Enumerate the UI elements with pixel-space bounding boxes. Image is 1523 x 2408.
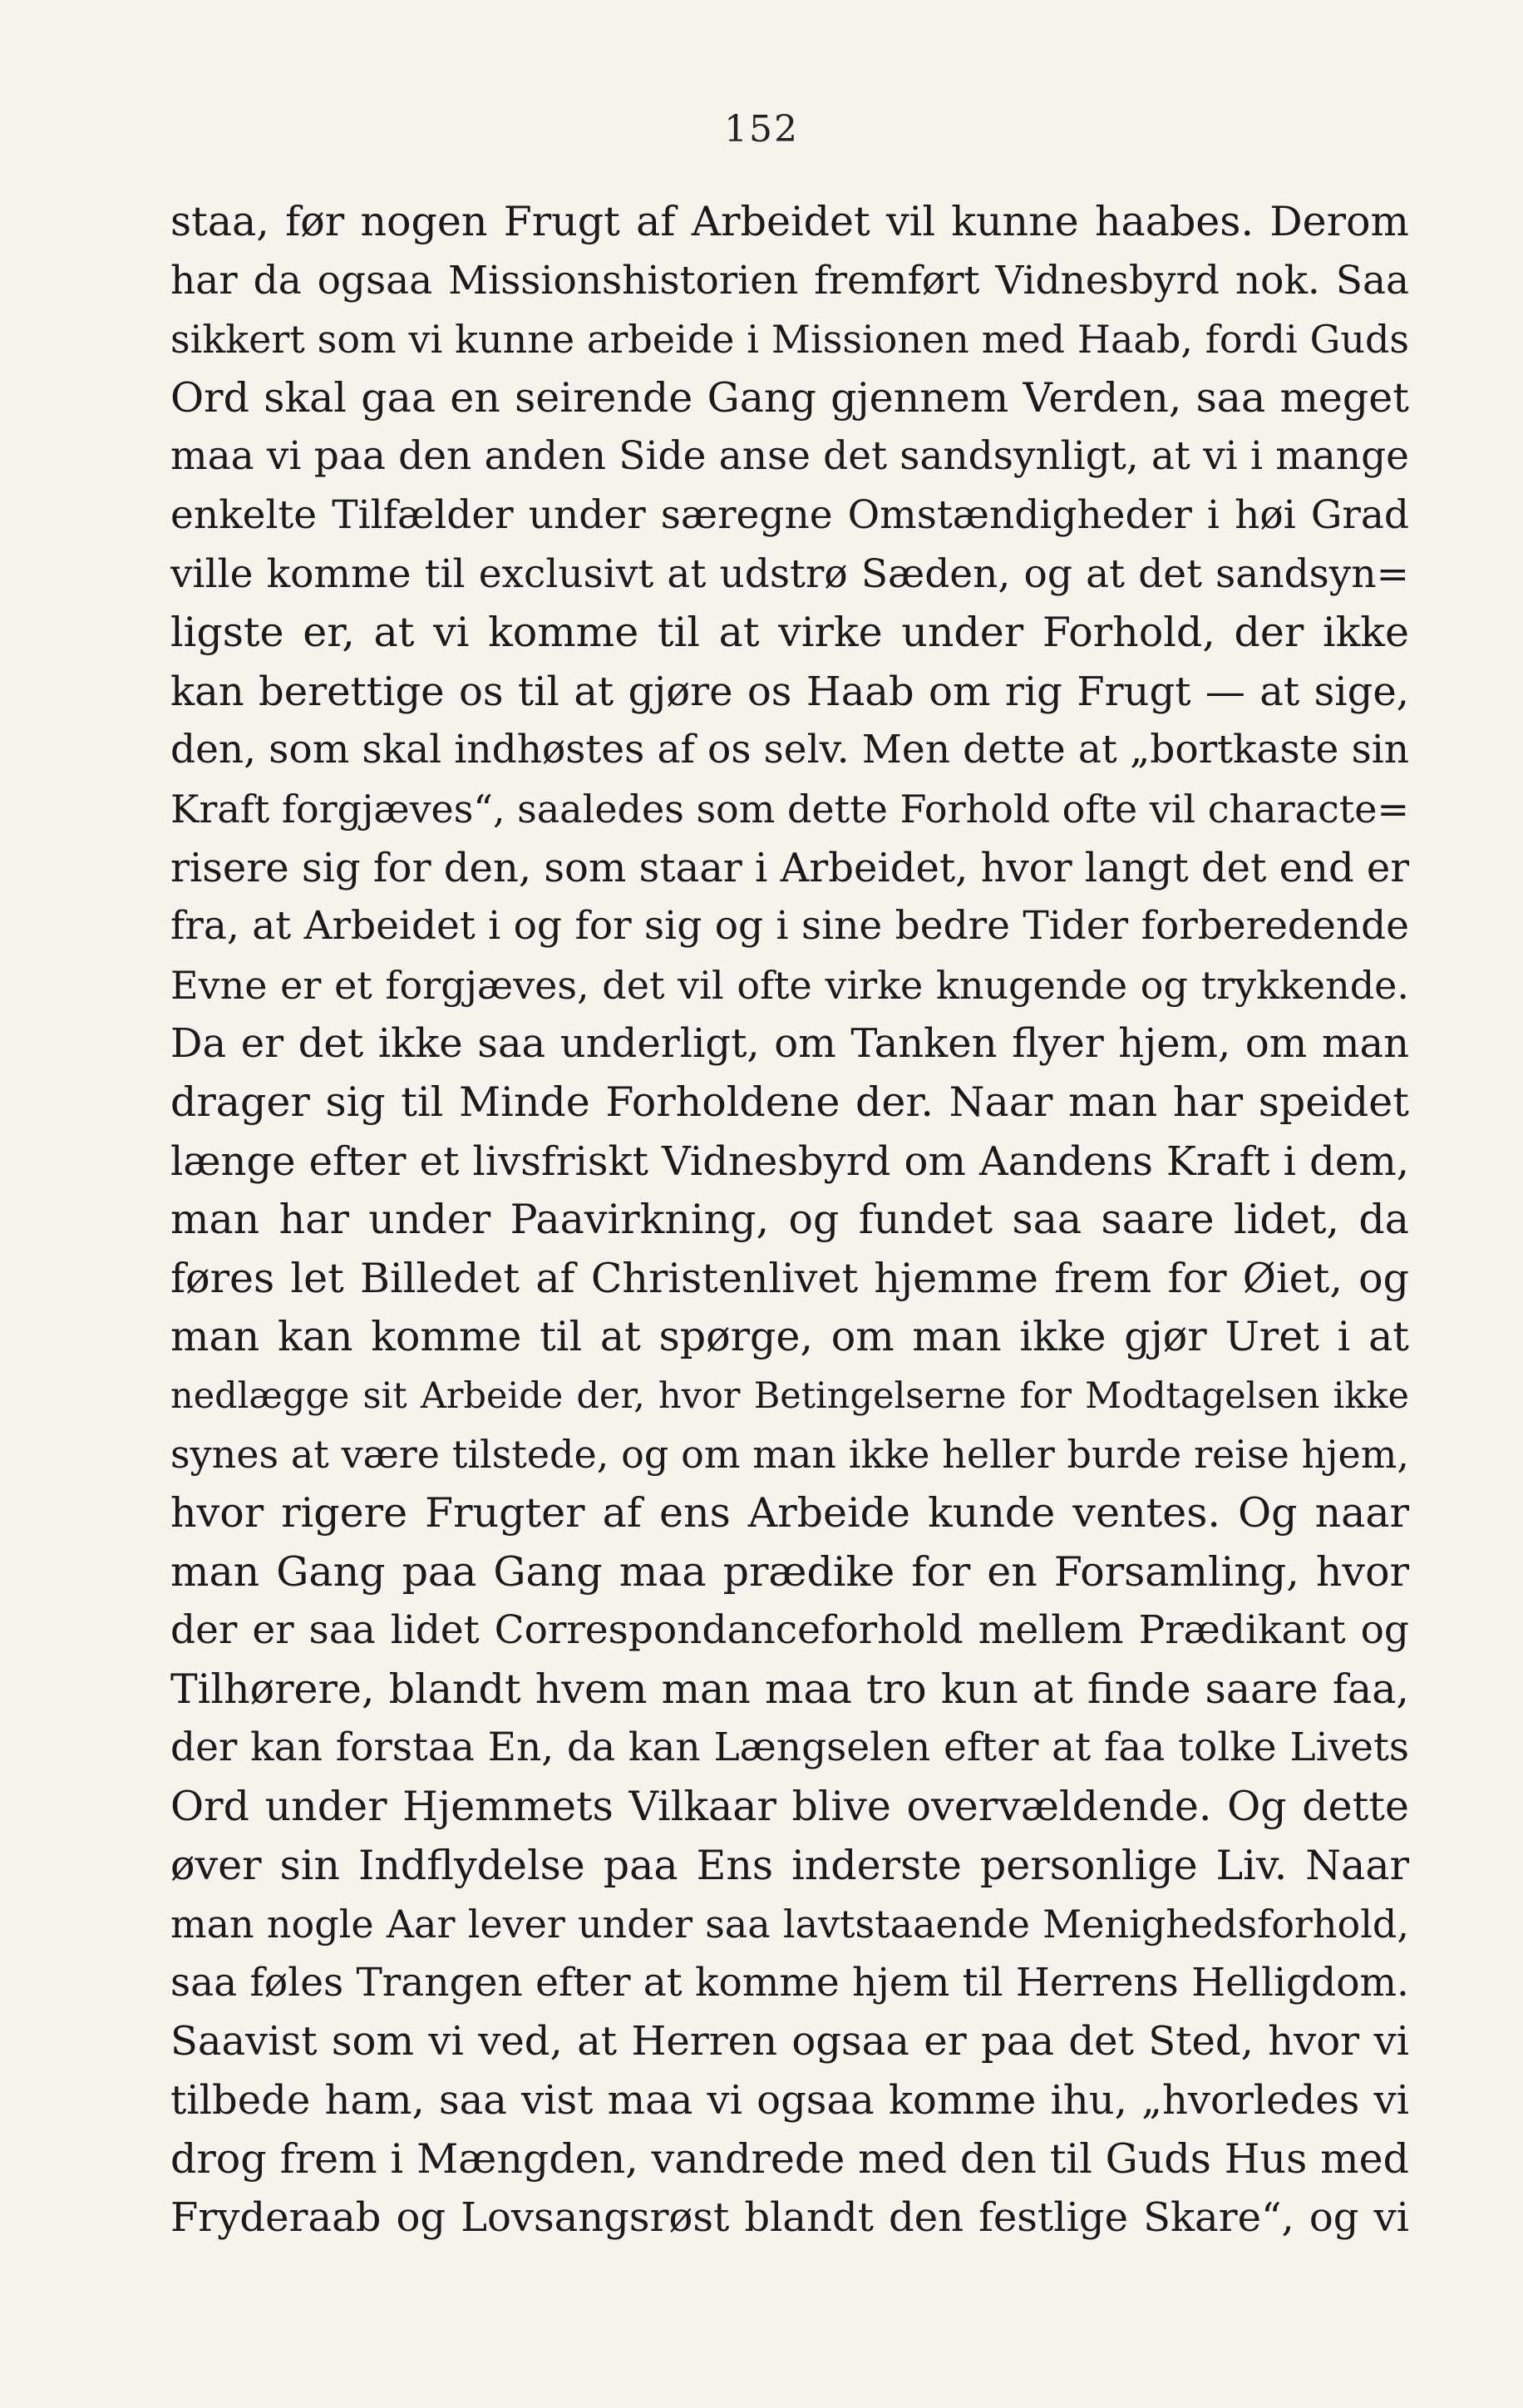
text-line: hvor rigere Frugter af ens Arbeide kunde ventes. Og naar (170, 1489, 1409, 1537)
text-line: Ord skal gaa en seirende Gang gjennem Verden, saa meget (170, 373, 1409, 422)
text-line: man har under Paavirkning, og fundet saa saare lidet, da (170, 1196, 1409, 1244)
text-line: man nogle Aar lever under saa lavtstaaende Menighedsforhold, (170, 1902, 1409, 1947)
text-line: der er saa lidet Correspondanceforhold mellem Prædikant og (170, 1607, 1409, 1654)
text-line: Tilhørere, blandt hvem man maa tro kun at finde saare faa, (170, 1665, 1409, 1713)
text-line: saa føles Trangen efter at komme hjem til Herrens Helligdom. (170, 1959, 1409, 2006)
text-line: Fryderaab og Lovsangsrøst blandt den festlige Skare“, og vi (170, 2194, 1409, 2242)
text-line: Ord under Hjemmets Vilkaar blive overvældende. Og dette (170, 1783, 1409, 1831)
text-line: sikkert som vi kunne arbeide i Missionen med Haab, fordi Guds (170, 317, 1409, 363)
text-line: synes at være tilstede, og om man ikke heller burde reise hjem, (170, 1432, 1409, 1478)
page-number: 152 (724, 108, 799, 150)
text-line: tilbede ham, saa vist maa vi ogsaa komme ihu, „hvorledes vi (170, 2077, 1409, 2124)
text-line: man Gang paa Gang maa prædike for en Forsamling, hvor (170, 1547, 1409, 1596)
text-line: Evne er et forgjæves, det vil ofte virke knugende og trykkende. (170, 962, 1409, 1008)
text-line: man kan komme til at spørge, om man ikke gjør Uret i at (170, 1313, 1409, 1361)
text-line: ville komme til exclusivt at udstrø Sæden, og at det sandsyn= (170, 550, 1409, 597)
text-line: kan berettige os til at gjøre os Haab om rig Frugt — at sige, (170, 668, 1409, 715)
text-line: føres let Billedet af Christenlivet hjemme frem for Øiet, og (170, 1254, 1409, 1302)
text-line: Kraft forgjæves“, saaledes som dette Forhold ofte vil characte= (170, 786, 1409, 831)
text-line: fra, at Arbeidet i og for sig og i sine bedre Tider forberedende (170, 903, 1409, 950)
text-line: maa vi paa den anden Side anse det sandsynligt, at vi i mange (170, 433, 1409, 480)
text-line: enkelte Tilfælder under særegne Omstændigheder i høi Grad (170, 491, 1409, 538)
text-line: drager sig til Minde Forholdene der. Naar man har speidet (170, 1078, 1409, 1126)
text-line: den, som skal indhøstes af os selv. Men dette at „bortkaste sin (170, 727, 1409, 773)
text-line: har da ogsaa Missionshistorien fremført Vidnesbyrd nok. Saa (170, 257, 1409, 303)
text-line: Da er det ikke saa underligt, om Tanken flyer hjem, om man (170, 1020, 1409, 1068)
text-line: længe efter et livsfriskt Vidnesbyrd om Aandens Kraft i dem, (170, 1137, 1409, 1185)
text-line: nedlægge sit Arbeide der, hvor Betingelserne for Modtagelsen ikke (170, 1374, 1409, 1417)
text-line: øver sin Indflydelse paa Ens inderste personlige Liv. Naar (170, 1841, 1409, 1889)
text-line: der kan forstaa En, da kan Længselen efter at faa tolke Livets (170, 1725, 1409, 1771)
text-line: risere sig for den, som staar i Arbeidet, hvor langt det end er (170, 844, 1409, 891)
text-line: ligste er, at vi komme til at virke under Forhold, der ikke (170, 609, 1409, 657)
body-text (170, 193, 1409, 2248)
text-line: Saavist som vi ved, at Herren ogsaa er paa det Sted, hvor vi (170, 2018, 1409, 2065)
text-line: staa, før nogen Frugt af Arbeidet vil kunne haabes. Derom (170, 198, 1409, 245)
text-line: drog frem i Mængden, vandrede med den til Guds Hus med (170, 2134, 1409, 2183)
